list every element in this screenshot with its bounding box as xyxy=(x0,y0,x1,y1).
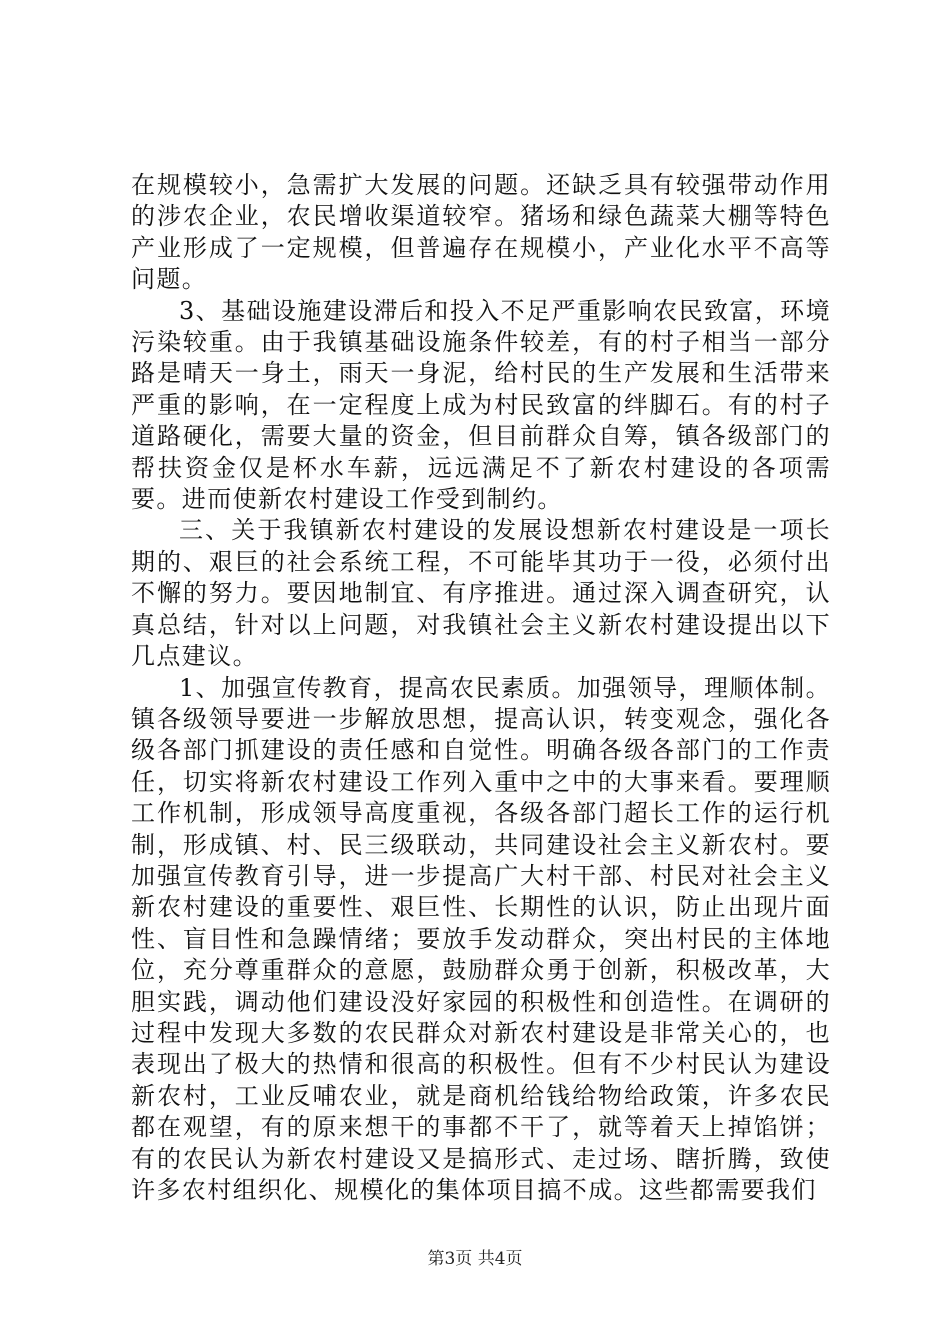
paragraph-suggestion-one: 1、加强宣传教育，提高农民素质。加强领导，理顺体制。镇各级领导要进一步解放思想，提高认识，转变观念，强化各级各部门抓建设的责任感和自觉性。明确各级各部门的工作责任，切实将新农村建设工作列入重中之中的大事来看。要理顺工作机制，形成领导高度重视，各级各部门超长工作的运行机制，形成镇、村、民三级联动，共同建设社会主义新农村。要加强宣传教育引导，进一步提高广大村干部、村民对社会主义新农村建设的重要性、艰巨性、长期性的认识，防止出现片面性、盲目性和急躁情绪；要放手发动群众，突出村民的主体地位，充分尊重群众的意愿，鼓励群众勇于创新，积极改革，大胆实践，调动他们建设没好家园的积极性和创造性。在调研的过程中发现大多数的农民群众对新农村建设是非常关心的，也表现出了极大的热情和很高的积极性。但有不少村民认为建设新农村，工业反哺农业，就是商机给钱给物给政策，许多农民都在观望，有的原来想干的事都不干了，就等着天上掉馅饼；有的农民认为新农村建设又是搞形式、走过场、瞎折腾，致使许多农村组织化、规模化的集体项目搞不成。这些都需要我们 xyxy=(131,673,831,1204)
document-body xyxy=(131,170,831,1206)
paragraph-continuation: 在规模较小，急需扩大发展的问题。还缺乏具有较强带动作用的涉农企业，农民增收渠道较窄。猪场和绿色蔬菜大棚等特色产业形成了一定规模，但普遍存在规模小，产业化水平不高等问题。 xyxy=(131,171,831,294)
paragraph-infrastructure: 3、基础设施建设滞后和投入不足严重影响农民致富，环境污染较重。由于我镇基础设施条件较差，有的村子相当一部分路是晴天一身土，雨天一身泥，给村民的生产发展和生活带来严重的影响，在一定程度上成为村民致富的绊脚石。有的村子道路硬化，需要大量的资金，但目前群众自筹，镇各级部门的帮扶资金仅是杯水车薪，远远满足不了新农村建设的各项需要。进而使新农村建设工作受到制约。 xyxy=(131,296,831,514)
paragraph-section-three: 三、关于我镇新农村建设的发展设想新农村建设是一项长期的、艰巨的社会系统工程，不可能毕其功于一役，必须付出不懈的努力。要因地制宜、有序推进。通过深入调查研究，认真总结，针对以上问题，对我镇社会主义新农村建设提出以下几点建议。 xyxy=(131,516,831,671)
page-number: 第3页 共4页 xyxy=(427,1249,523,1269)
